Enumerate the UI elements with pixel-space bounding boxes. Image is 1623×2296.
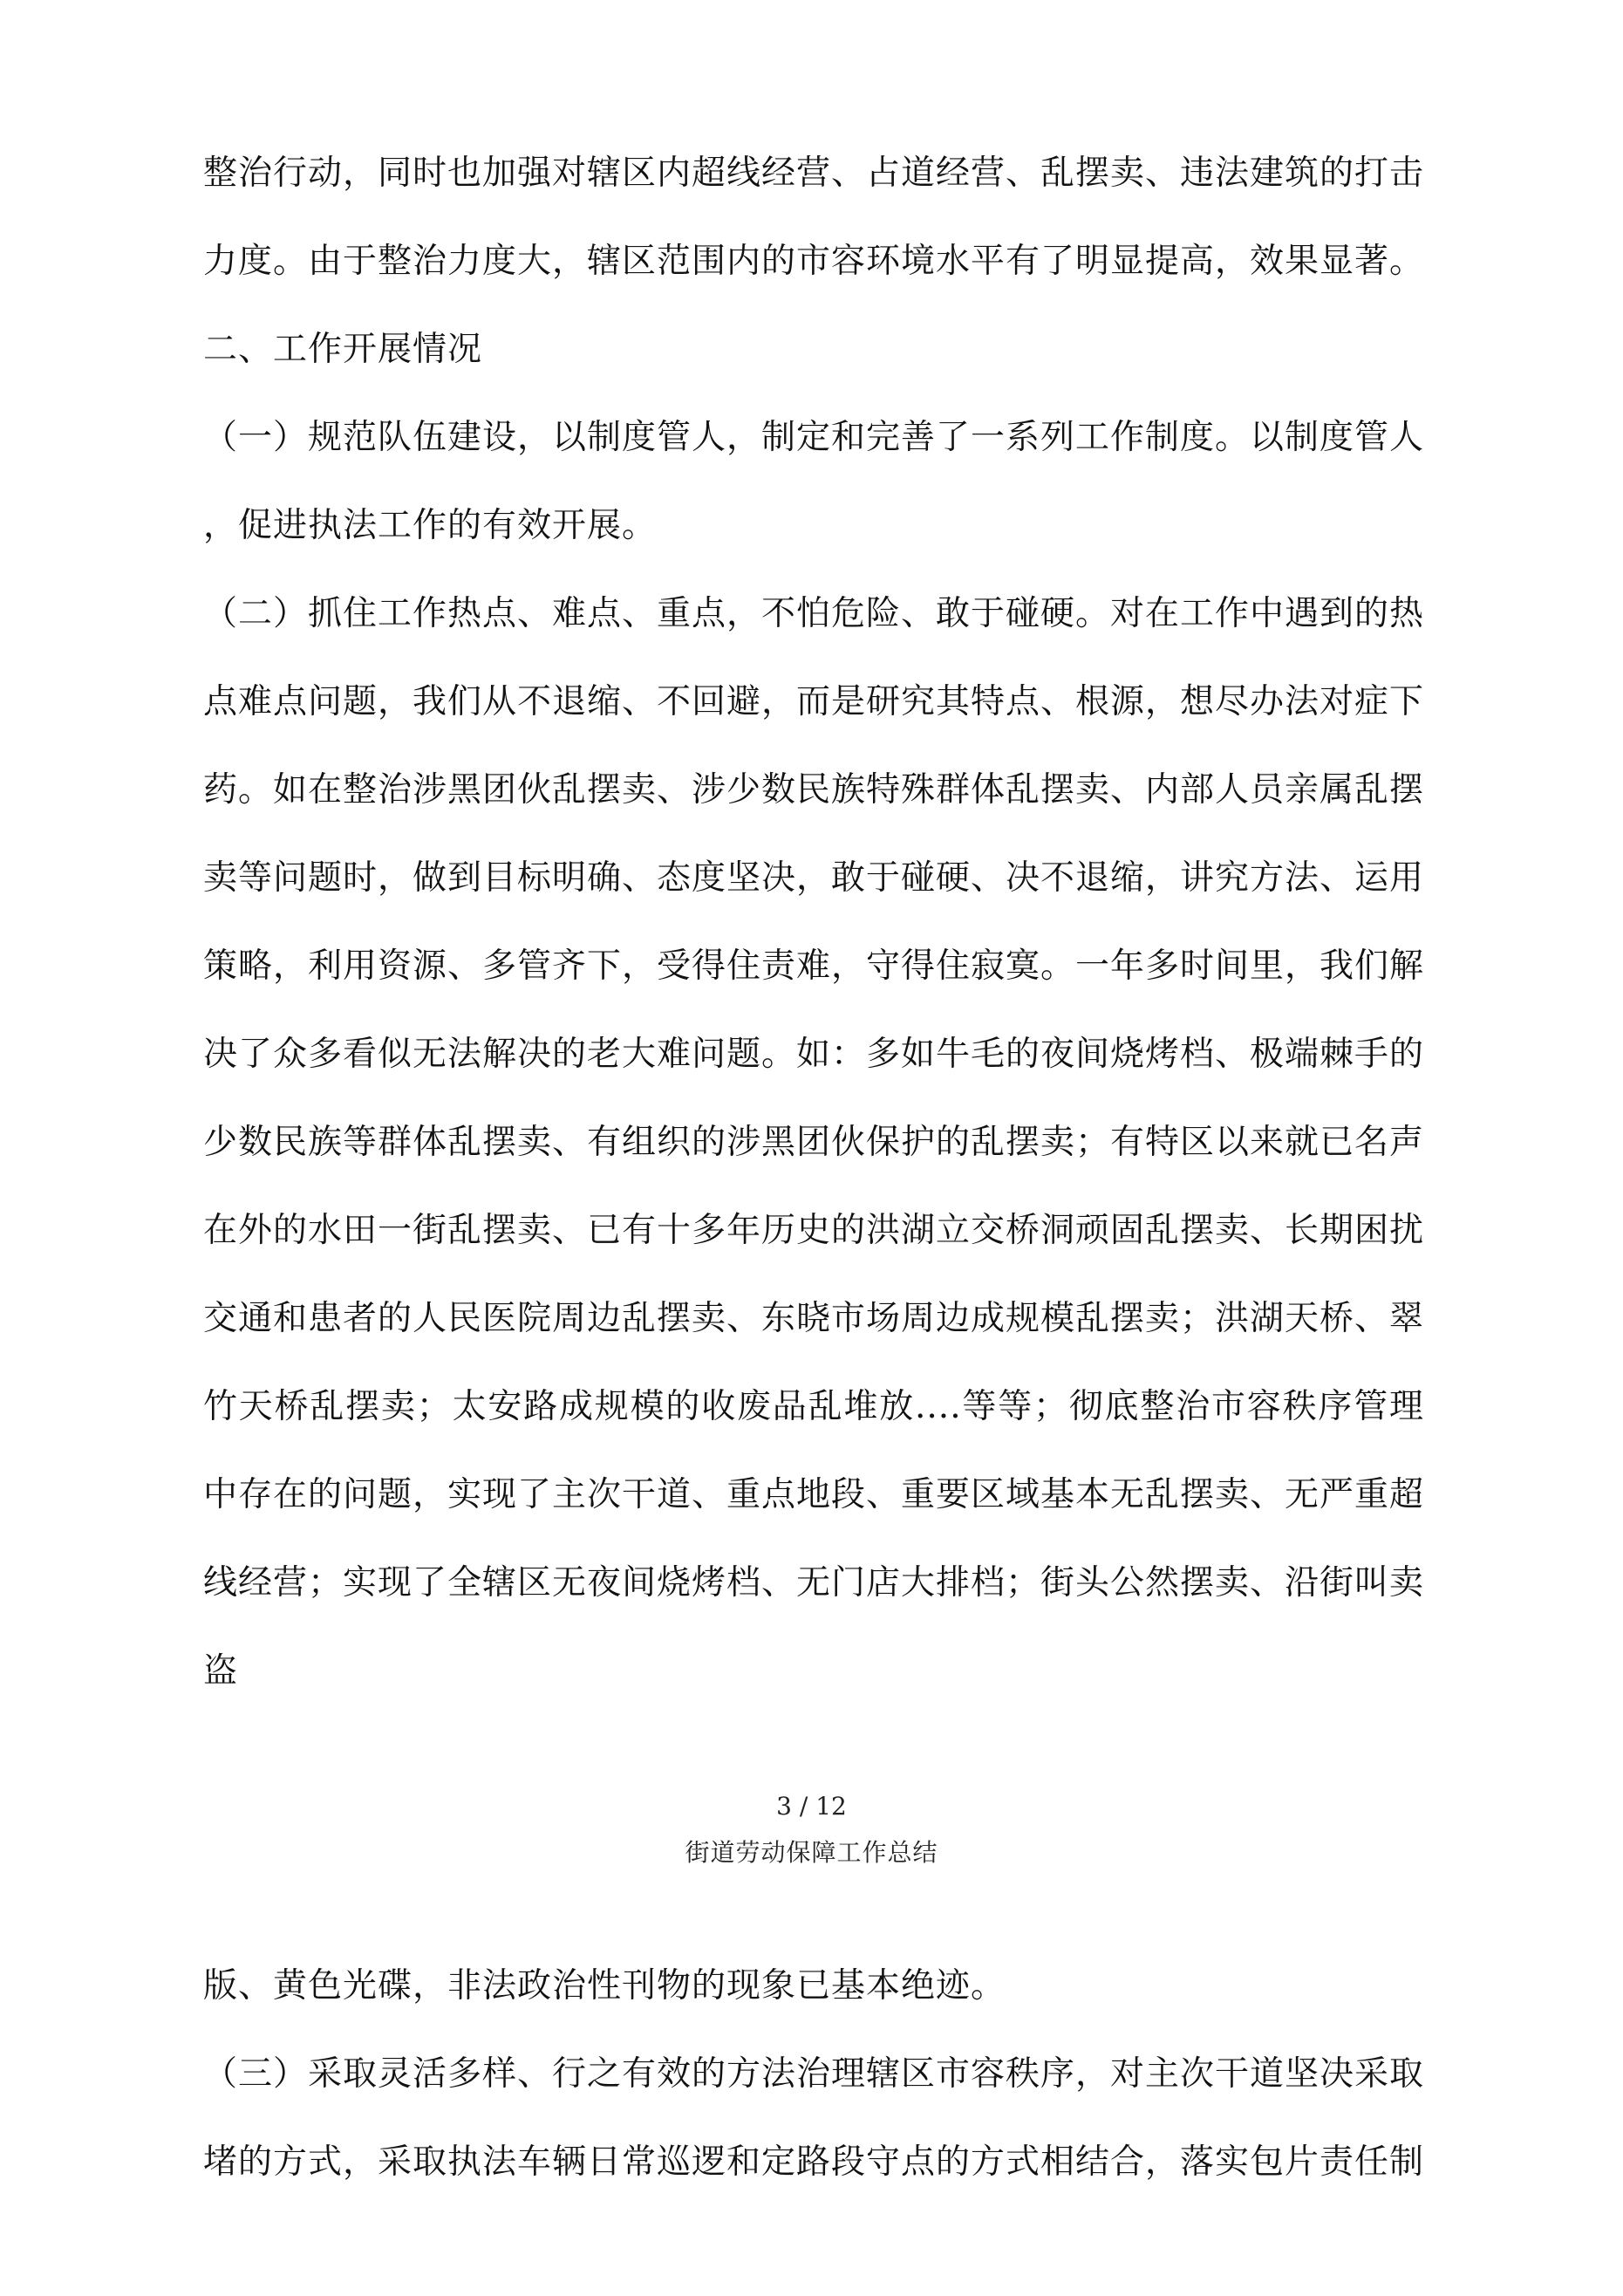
paragraph-line: 力度。由于整治力度大，辖区范围内的市容环境水平有了明显提高，效果显著。 (203, 242, 1425, 281)
paragraph-line: 卖等问题时，做到目标明确、态度坚决，敢于碰硬、决不退缩，讲究方法、运用 (203, 858, 1425, 898)
paragraph-line: （一）规范队伍建设，以制度管人，制定和完善了一系列工作制度。以制度管人 (203, 418, 1425, 457)
body-text-top (203, 129, 1424, 1715)
paragraph-line: 版、黄色光碟，非法政治性刊物的现象已基本绝迹。 (203, 1966, 1006, 2006)
paragraph-line: 少数民族等群体乱摆卖、有组织的涉黑团伙保护的乱摆卖；有特区以来就已名声 (203, 1123, 1425, 1162)
paragraph-line: ，促进执法工作的有效开展。 (203, 506, 658, 545)
paragraph-line: 药。如在整治涉黑团伙乱摆卖、涉少数民族特殊群体乱摆卖、内部人员亲属乱摆 (203, 770, 1425, 810)
paragraph-line: 交通和患者的人民医院周边乱摆卖、东晓市场周边成规模乱摆卖；洪湖天桥、翠 (203, 1299, 1425, 1338)
paragraph-line: 策略，利用资源、多管齐下，受得住责难，守得住寂寞。一年多时间里，我们解 (203, 946, 1425, 986)
body-text-bottom (203, 1942, 1424, 2206)
running-title: 街道劳动保障工作总结 (685, 1838, 938, 1867)
paragraph-line: 决了众多看似无法解决的老大难问题。如：多如牛毛的夜间烧烤档、极端棘手的 (203, 1035, 1425, 1074)
paragraph-line: 中存在的问题，实现了主次干道、重点地段、重要区域基本无乱摆卖、无严重超 (203, 1475, 1425, 1514)
paragraph-line: 整治行动，同时也加强对辖区内超线经营、占道经营、乱摆卖、违法建筑的打击 (203, 154, 1425, 193)
paragraph-line: 堵的方式，采取执法车辆日常巡逻和定路段守点的方式相结合，落实包片责任制 (203, 2142, 1425, 2182)
paragraph-line: 点难点问题，我们从不退缩、不回避，而是研究其特点、根源，想尽办法对症下 (203, 682, 1425, 721)
paragraph-line: 竹天桥乱摆卖；太安路成规模的收废品乱堆放....等等；彻底整治市容秩序管理 (203, 1387, 1424, 1426)
paragraph-line: 盗 (203, 1651, 239, 1691)
paragraph-line: 线经营；实现了全辖区无夜间烧烤档、无门店大排档；街头公然摆卖、沿街叫卖 (203, 1563, 1425, 1602)
paragraph-line: （二）抓住工作热点、难点、重点，不怕危险、敢于碰硬。对在工作中遇到的热 (203, 594, 1425, 633)
page-number: 3 / 12 (776, 1792, 847, 1821)
paragraph-line: （三）采取灵活多样、行之有效的方法治理辖区市容秩序，对主次干道坚决采取 (203, 2054, 1425, 2094)
section-heading: 二、工作开展情况 (203, 330, 483, 369)
paragraph-line: 在外的水田一街乱摆卖、已有十多年历史的洪湖立交桥洞顽固乱摆卖、长期困扰 (203, 1211, 1425, 1250)
